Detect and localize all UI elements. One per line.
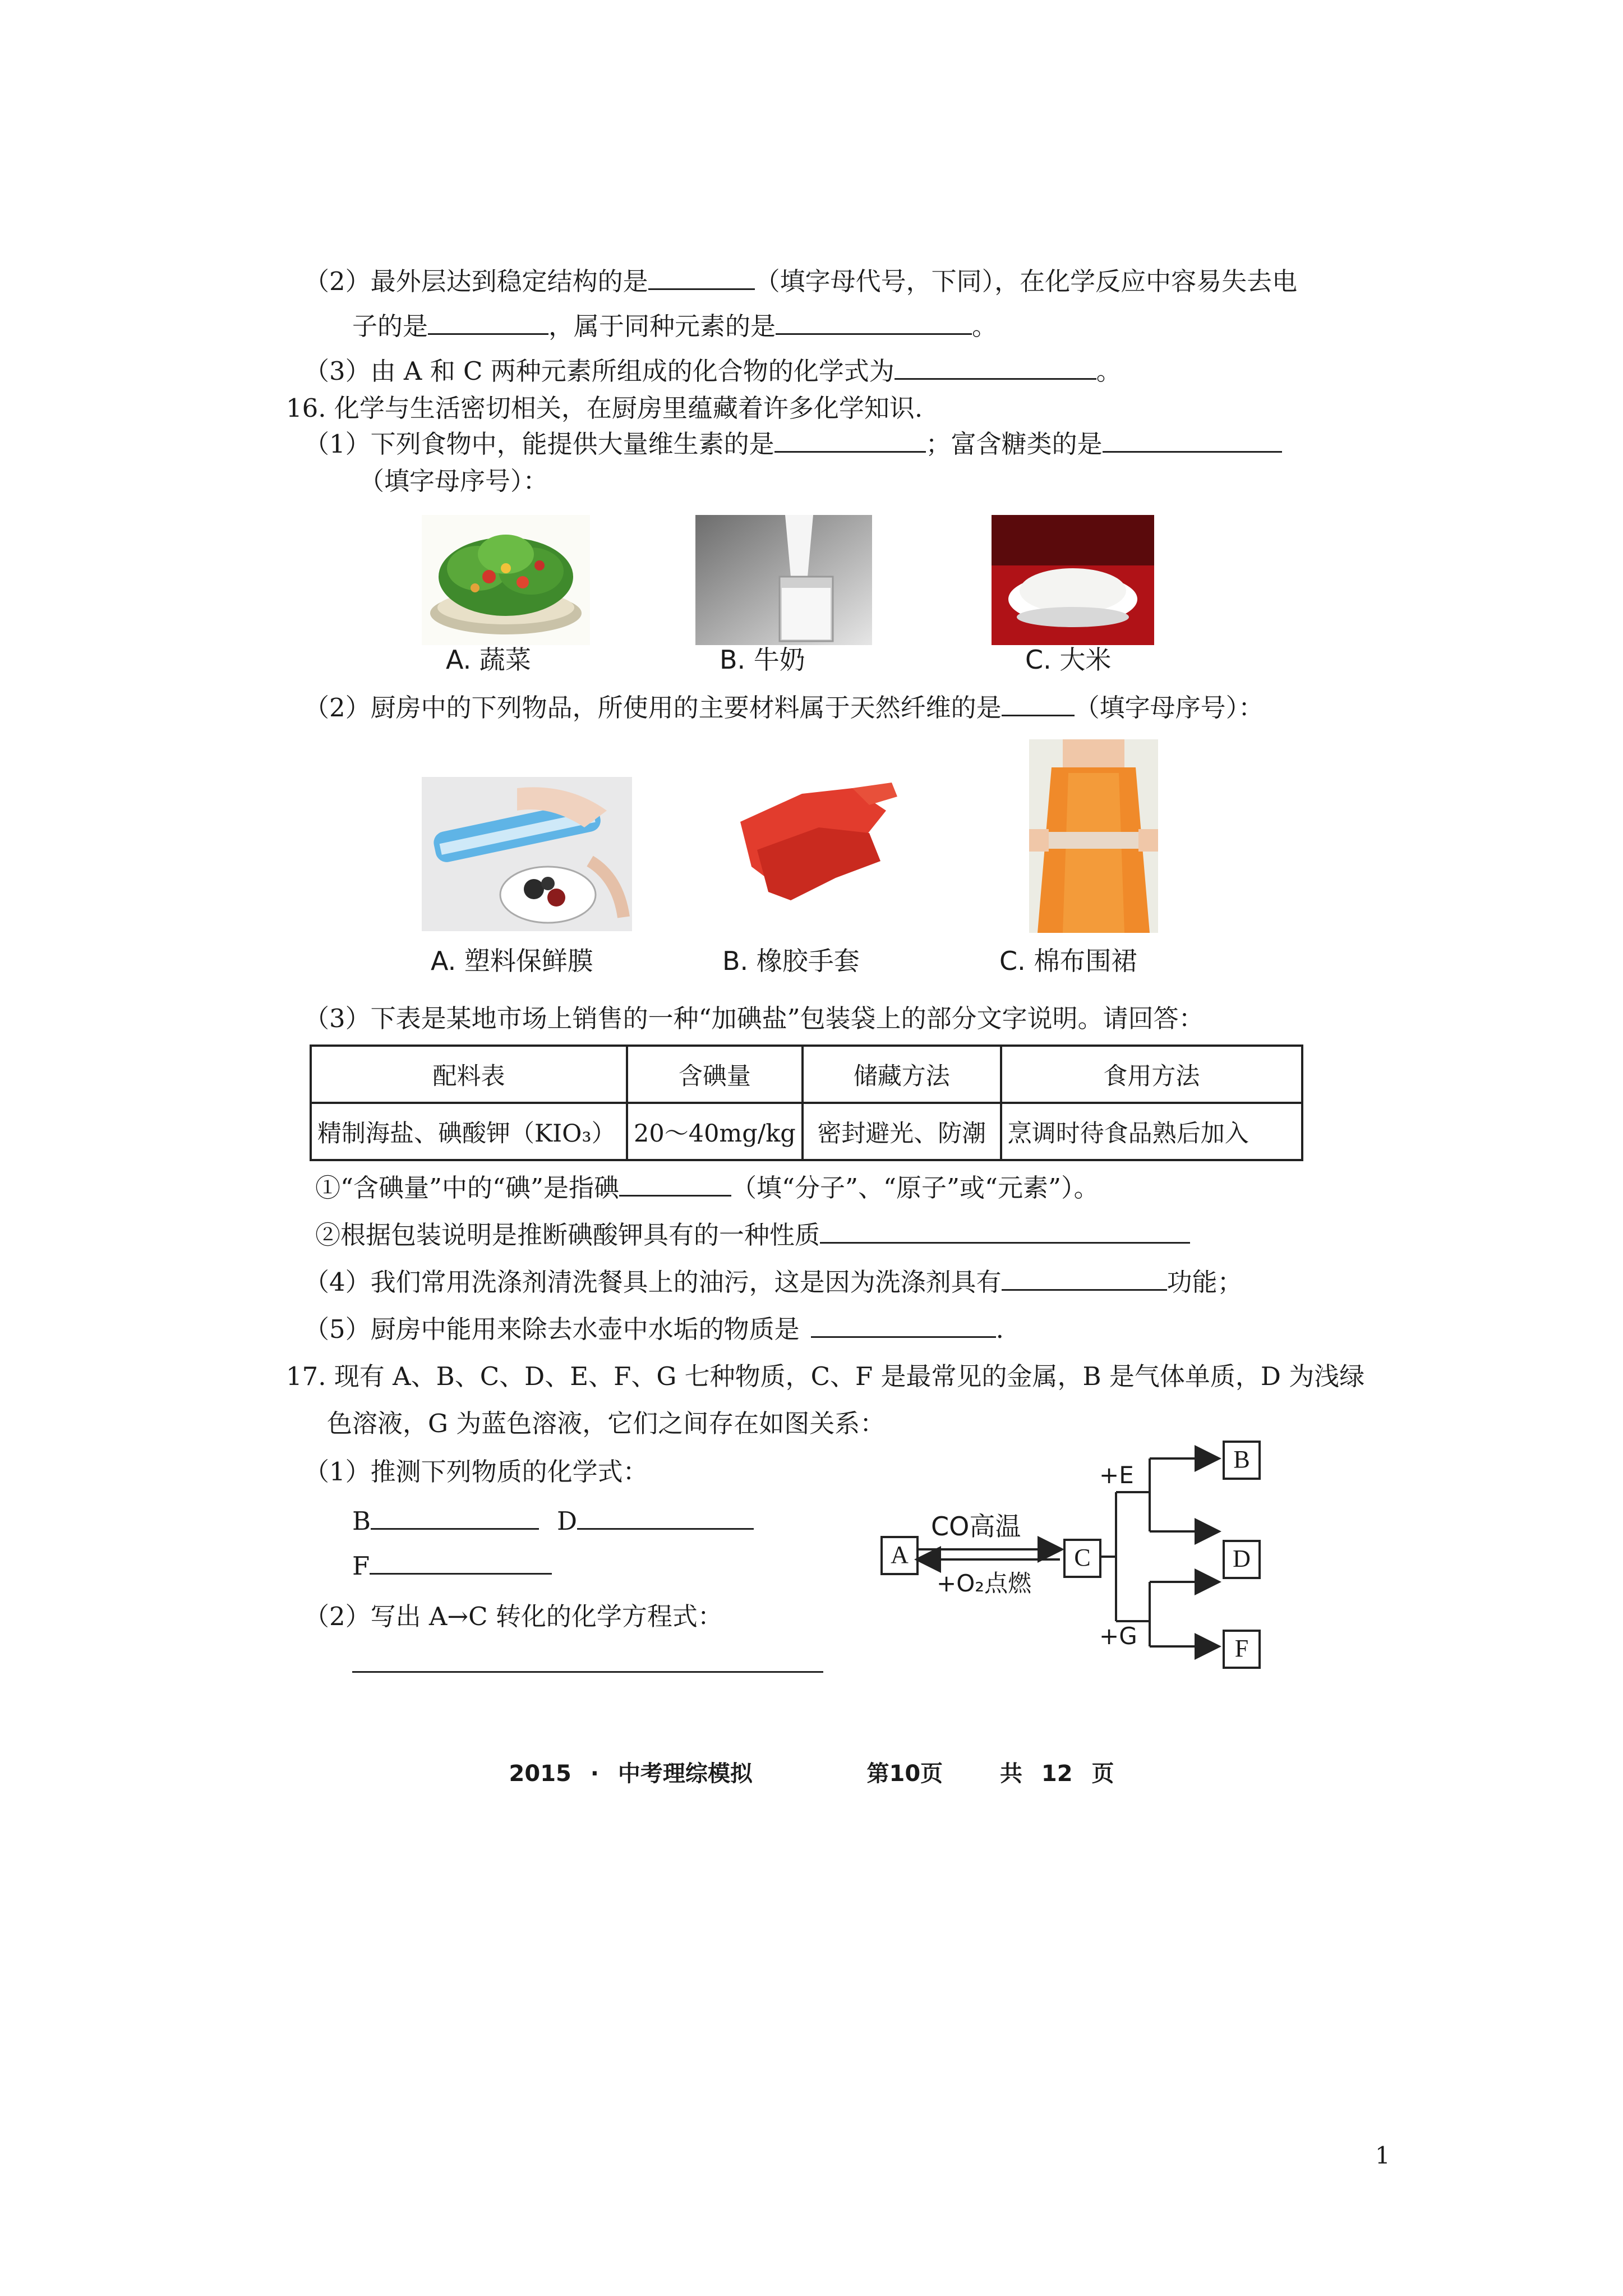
table-cell: 20～40mg/kg [627, 1103, 803, 1160]
table-cell: 精制海盐、碘酸钾（KIO₃） [311, 1103, 627, 1160]
answer-blank[interactable] [895, 353, 1096, 380]
table-cell: 密封避光、防潮 [803, 1103, 1001, 1160]
q15-part2-line1: （2）最外层达到稳定结构的是 （填字母代号，下同），在化学反应中容易失去电 [304, 264, 1297, 298]
label-plus-g: +G [1099, 1622, 1137, 1650]
item-caption-c: C. 棉布围裙 [999, 946, 1137, 976]
vegetables-image [422, 515, 590, 645]
answer-blank[interactable] [776, 309, 972, 335]
q16-part2: （2）厨房中的下列物品，所使用的主要材料属于天然纤维的是 （填字母序号）： [304, 690, 1264, 725]
answer-blank[interactable] [352, 1646, 823, 1673]
q16-part1-hint: （填字母序号）： [359, 466, 548, 496]
answer-blank[interactable] [577, 1503, 754, 1530]
rice-image [992, 515, 1154, 645]
answer-blank[interactable] [774, 426, 926, 453]
answer-blank[interactable] [1002, 1264, 1167, 1291]
node-f: F [1223, 1630, 1261, 1669]
q17-part1: （1）推测下列物质的化学式： [304, 1457, 648, 1487]
answer-blank[interactable] [820, 1217, 1190, 1244]
reaction-diagram [869, 1425, 1273, 1660]
item-caption-b: B. 橡胶手套 [722, 946, 860, 976]
q17-stem-line2: 色溶液，G 为蓝色溶液，它们之间存在如图关系： [327, 1409, 886, 1438]
food-caption-a: A. 蔬菜 [446, 645, 531, 675]
q16-part4: （4）我们常用洗涤剂清洗餐具上的油污，这是因为洗涤剂具有 功能； [304, 1264, 1243, 1299]
table-header: 配料表 [311, 1046, 627, 1103]
table-header-row [311, 1046, 1302, 1103]
page-footer: 2015 · 中考理综模拟 第10页 共 12 页 [509, 1761, 1114, 1787]
arrow-label-o2-ignite: +O₂点燃 [937, 1570, 1032, 1597]
node-a: A [880, 1536, 919, 1575]
node-c: C [1063, 1539, 1101, 1578]
q16-part1: （1）下列食物中，能提供大量维生素的是 ；富含糖类的是 [304, 426, 1282, 461]
q15-part2-line2: 子的是 ，属于同种元素的是 。 [352, 309, 997, 343]
milk-image [695, 515, 872, 645]
rubber-gloves-image [723, 771, 909, 917]
label-plus-e: +E [1099, 1461, 1134, 1489]
table-header: 储藏方法 [803, 1046, 1001, 1103]
q16-part5: （5）厨房中能用来除去水壶中水垢的物质是 . [304, 1312, 1004, 1346]
plastic-wrap-image [422, 777, 632, 931]
q17-stem-line1: 17. 现有 A、B、C、D、E、F、G 七种物质，C、F 是最常见的金属，B 是气体单质，D 为浅绿 [286, 1361, 1365, 1391]
page-number: 1 [1375, 2142, 1390, 2169]
item-caption-a: A. 塑料保鲜膜 [431, 946, 593, 976]
node-b: B [1223, 1441, 1261, 1480]
q17-blank-f: F [352, 1548, 552, 1583]
q16-sub2: ②根据包装说明是推断碘酸钾具有的一种性质 [315, 1217, 1190, 1252]
answer-blank[interactable] [428, 309, 548, 335]
q16-stem: 16. 化学与生活密切相关，在厨房里蕴藏着许多化学知识. [286, 393, 923, 423]
arrow-label-co-high-temp: CO高温 [931, 1511, 1021, 1542]
q17-part2: （2）写出 A→C 转化的化学方程式： [304, 1602, 723, 1631]
answer-blank[interactable] [370, 1548, 552, 1575]
answer-blank[interactable] [1002, 690, 1075, 716]
table-header: 食用方法 [1001, 1046, 1302, 1103]
food-caption-c: C. 大米 [1025, 645, 1112, 675]
answer-blank[interactable] [371, 1503, 539, 1530]
table-cell: 烹调时待食品熟后加入 [1001, 1103, 1302, 1160]
food-caption-b: B. 牛奶 [720, 645, 805, 675]
q16-part3: （3）下表是某地市场上销售的一种“加碘盐”包装袋上的部分文字说明。请回答： [304, 1004, 1204, 1033]
q15-part3: （3）由 A 和 C 两种元素所组成的化合物的化学式为 。 [304, 353, 1122, 388]
answer-blank[interactable] [811, 1312, 996, 1338]
answer-blank[interactable] [1103, 426, 1282, 453]
node-d: D [1223, 1540, 1261, 1579]
answer-blank[interactable] [619, 1170, 731, 1197]
cotton-apron-image [1029, 739, 1158, 933]
answer-blank[interactable] [648, 264, 755, 290]
q17-blank-b: B [352, 1503, 539, 1538]
table-header: 含碘量 [627, 1046, 803, 1103]
iodized-salt-table [310, 1045, 1303, 1161]
table-row [311, 1103, 1302, 1160]
q16-sub1: ①“含碘量”中的“碘”是指碘 （填“分子”、“原子”或“元素”）。 [315, 1170, 1099, 1205]
q17-blank-d: D [557, 1503, 754, 1538]
